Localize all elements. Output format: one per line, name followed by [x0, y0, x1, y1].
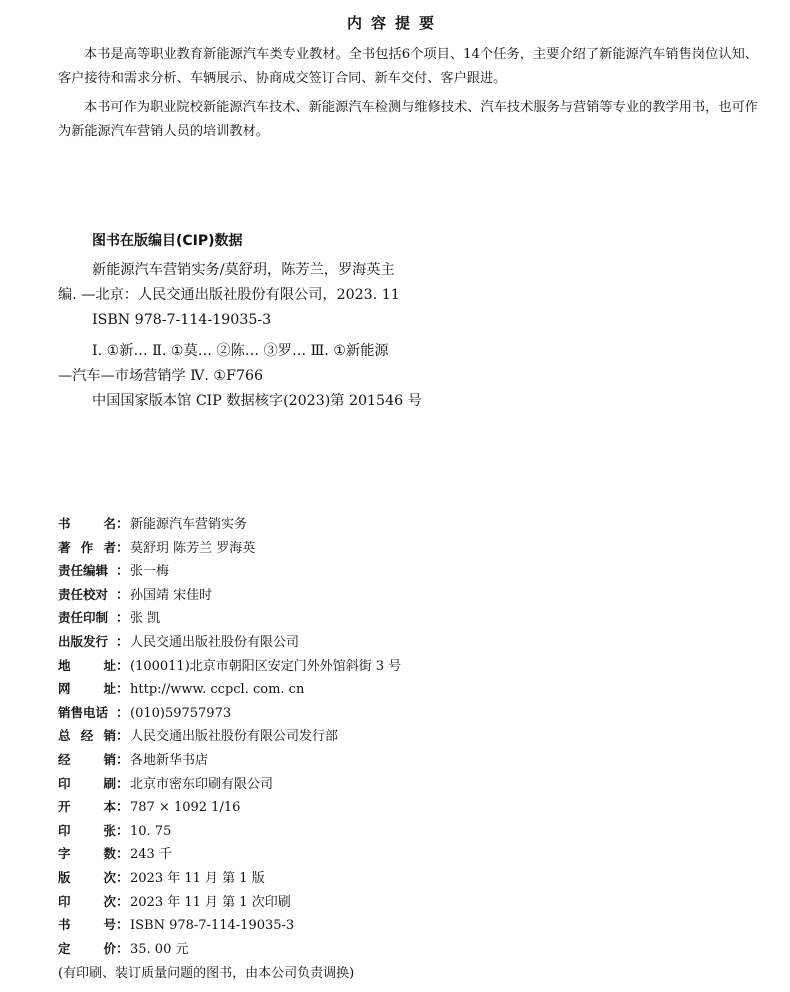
info-label: 销售电话: [58, 704, 109, 720]
info-row-book-number: 书 号 ： ISBN 978-7-114-19035-3: [58, 917, 295, 934]
info-value: 莫舒玥 陈芳兰 罗海英: [130, 540, 256, 556]
cip-line-publisher: 编. —北京：人民交通出版社股份有限公司，2023. 11: [58, 287, 400, 303]
info-label: 网 址: [58, 681, 116, 697]
info-label: 开 本: [58, 799, 116, 815]
info-label: 版 次: [58, 869, 116, 885]
info-row-proofreader: 责任校对 ： 孙国靖 宋佳时: [58, 584, 758, 608]
cip-line-classification-2: —汽车—市场营销学 Ⅳ. ①F766: [58, 368, 264, 384]
info-row-edition: 版 次 ： 2023 年 11 月 第 1 版: [58, 867, 758, 891]
info-value: 新能源汽车营销实务: [130, 517, 248, 532]
summary-paragraph-2: 本书可作为职业院校新能源汽车技术、新能源汽车检测与维修技术、汽车技术服务与营销等专业的教学用书，也可作为新能源汽车营销人员的培训教材。: [58, 100, 758, 139]
book-info-list: [58, 513, 758, 961]
info-value: 10. 75: [130, 823, 172, 839]
cip-line-record-number: 中国国家版本馆 CIP 数据核字(2023)第 201546 号: [92, 393, 422, 409]
info-value: 787 × 1092 1/16: [130, 800, 241, 816]
info-label: 书 名: [58, 516, 116, 531]
info-value: 2023 年 11 月 第 1 版: [130, 870, 265, 886]
info-value: 张一梅: [130, 564, 170, 580]
info-value: 北京市密东印刷有限公司: [130, 776, 274, 792]
summary-paragraph-1: 本书是高等职业教育新能源汽车类专业教材。全书包括6个项目、14个任务，主要介绍了新能源汽车销售岗位认知、客户接待和需求分析、车辆展示、协商成交签订合同、新车交付、客户跟进。: [58, 47, 758, 86]
info-row-impression: 印 次 ： 2023 年 11 月 第 1 次印刷: [58, 891, 758, 915]
info-row-distributor: 经 销 ： 各地新华书店: [58, 749, 758, 773]
summary-title: 内容提要: [346, 14, 443, 32]
cip-line-classification-1: Ⅰ. ①新… Ⅱ. ①莫… ②陈… ③罗… Ⅲ. ①新能源: [92, 343, 389, 359]
info-value: (100011)北京市朝阳区安定门外外馆斜街 3 号: [130, 658, 402, 674]
info-value: 243 千: [130, 847, 172, 863]
info-value: 人民交通出版社股份有限公司发行部: [130, 729, 339, 745]
cip-data-block: [58, 258, 518, 414]
info-row-format: 开 本 ： 787 × 1092 1/16: [58, 799, 241, 816]
info-row-publisher: 出版发行 ： 人民交通出版社股份有限公司: [58, 631, 758, 655]
info-label: 字 数: [58, 846, 116, 862]
info-value: 张 凯: [130, 611, 161, 627]
info-value: 2023 年 11 月 第 1 次印刷: [130, 894, 291, 910]
info-row-website: 网 址 ： http://www. ccpcl. com. cn: [58, 681, 305, 698]
info-row-printer: 印 刷 ： 北京市密东印刷有限公司: [58, 773, 758, 797]
info-value: 35. 00 元: [130, 941, 189, 957]
info-value: 孙国靖 宋佳时: [130, 587, 213, 603]
cip-heading: 图书在版编目(CIP)数据: [92, 233, 243, 249]
info-row-sales-phone: 销售电话 ： (010)59757973: [58, 704, 232, 721]
info-label: 责任印制: [58, 610, 109, 626]
info-label: 经 销: [58, 751, 116, 767]
info-row-sheets: 印 张 ： 10. 75: [58, 822, 172, 839]
info-label: 责任校对: [58, 586, 109, 602]
info-label: 印 张: [58, 822, 116, 838]
info-row-general-distributor: 总 经 销 ： 人民交通出版社股份有限公司发行部: [58, 725, 758, 749]
info-row-printing-supervisor: 责任印制 ： 张 凯: [58, 607, 758, 631]
info-label: 著 作 者: [58, 539, 116, 555]
info-value: 人民交通出版社股份有限公司: [130, 634, 300, 650]
info-value: (010)59757973: [130, 705, 232, 721]
quality-footnote: (有印刷、装订质量问题的图书，由本公司负责调换): [58, 966, 355, 981]
info-row-authors: 著 作 者 ： 莫舒玥 陈芳兰 罗海英: [58, 537, 758, 561]
info-label: 定 价: [58, 940, 116, 956]
info-value: 各地新华书店: [130, 752, 209, 768]
info-row-editor: 责任编辑 ： 张一梅: [58, 560, 758, 584]
info-label: 印 刷: [58, 775, 116, 791]
cip-line-isbn: ISBN 978-7-114-19035-3: [92, 312, 272, 328]
info-label: 印 次: [58, 893, 116, 909]
info-row-title: 书 名 ： 新能源汽车营销实务: [58, 513, 758, 537]
info-value: http://www. ccpcl. com. cn: [130, 682, 305, 698]
info-value: ISBN 978-7-114-19035-3: [130, 918, 295, 934]
info-label: 书 号: [58, 917, 116, 933]
info-row-price: 定 价 ： 35. 00 元: [58, 938, 758, 962]
info-row-address: 地 址 ： (100011)北京市朝阳区安定门外外馆斜街 3 号: [58, 655, 758, 679]
info-label: 总 经 销: [58, 728, 116, 744]
info-label: 地 址: [58, 657, 116, 673]
info-label: 责任编辑: [58, 563, 109, 579]
info-label: 出版发行: [58, 633, 109, 649]
info-row-word-count: 字 数 ： 243 千: [58, 843, 758, 867]
cip-line-title: 新能源汽车营销实务/莫舒玥，陈芳兰，罗海英主: [92, 262, 395, 278]
